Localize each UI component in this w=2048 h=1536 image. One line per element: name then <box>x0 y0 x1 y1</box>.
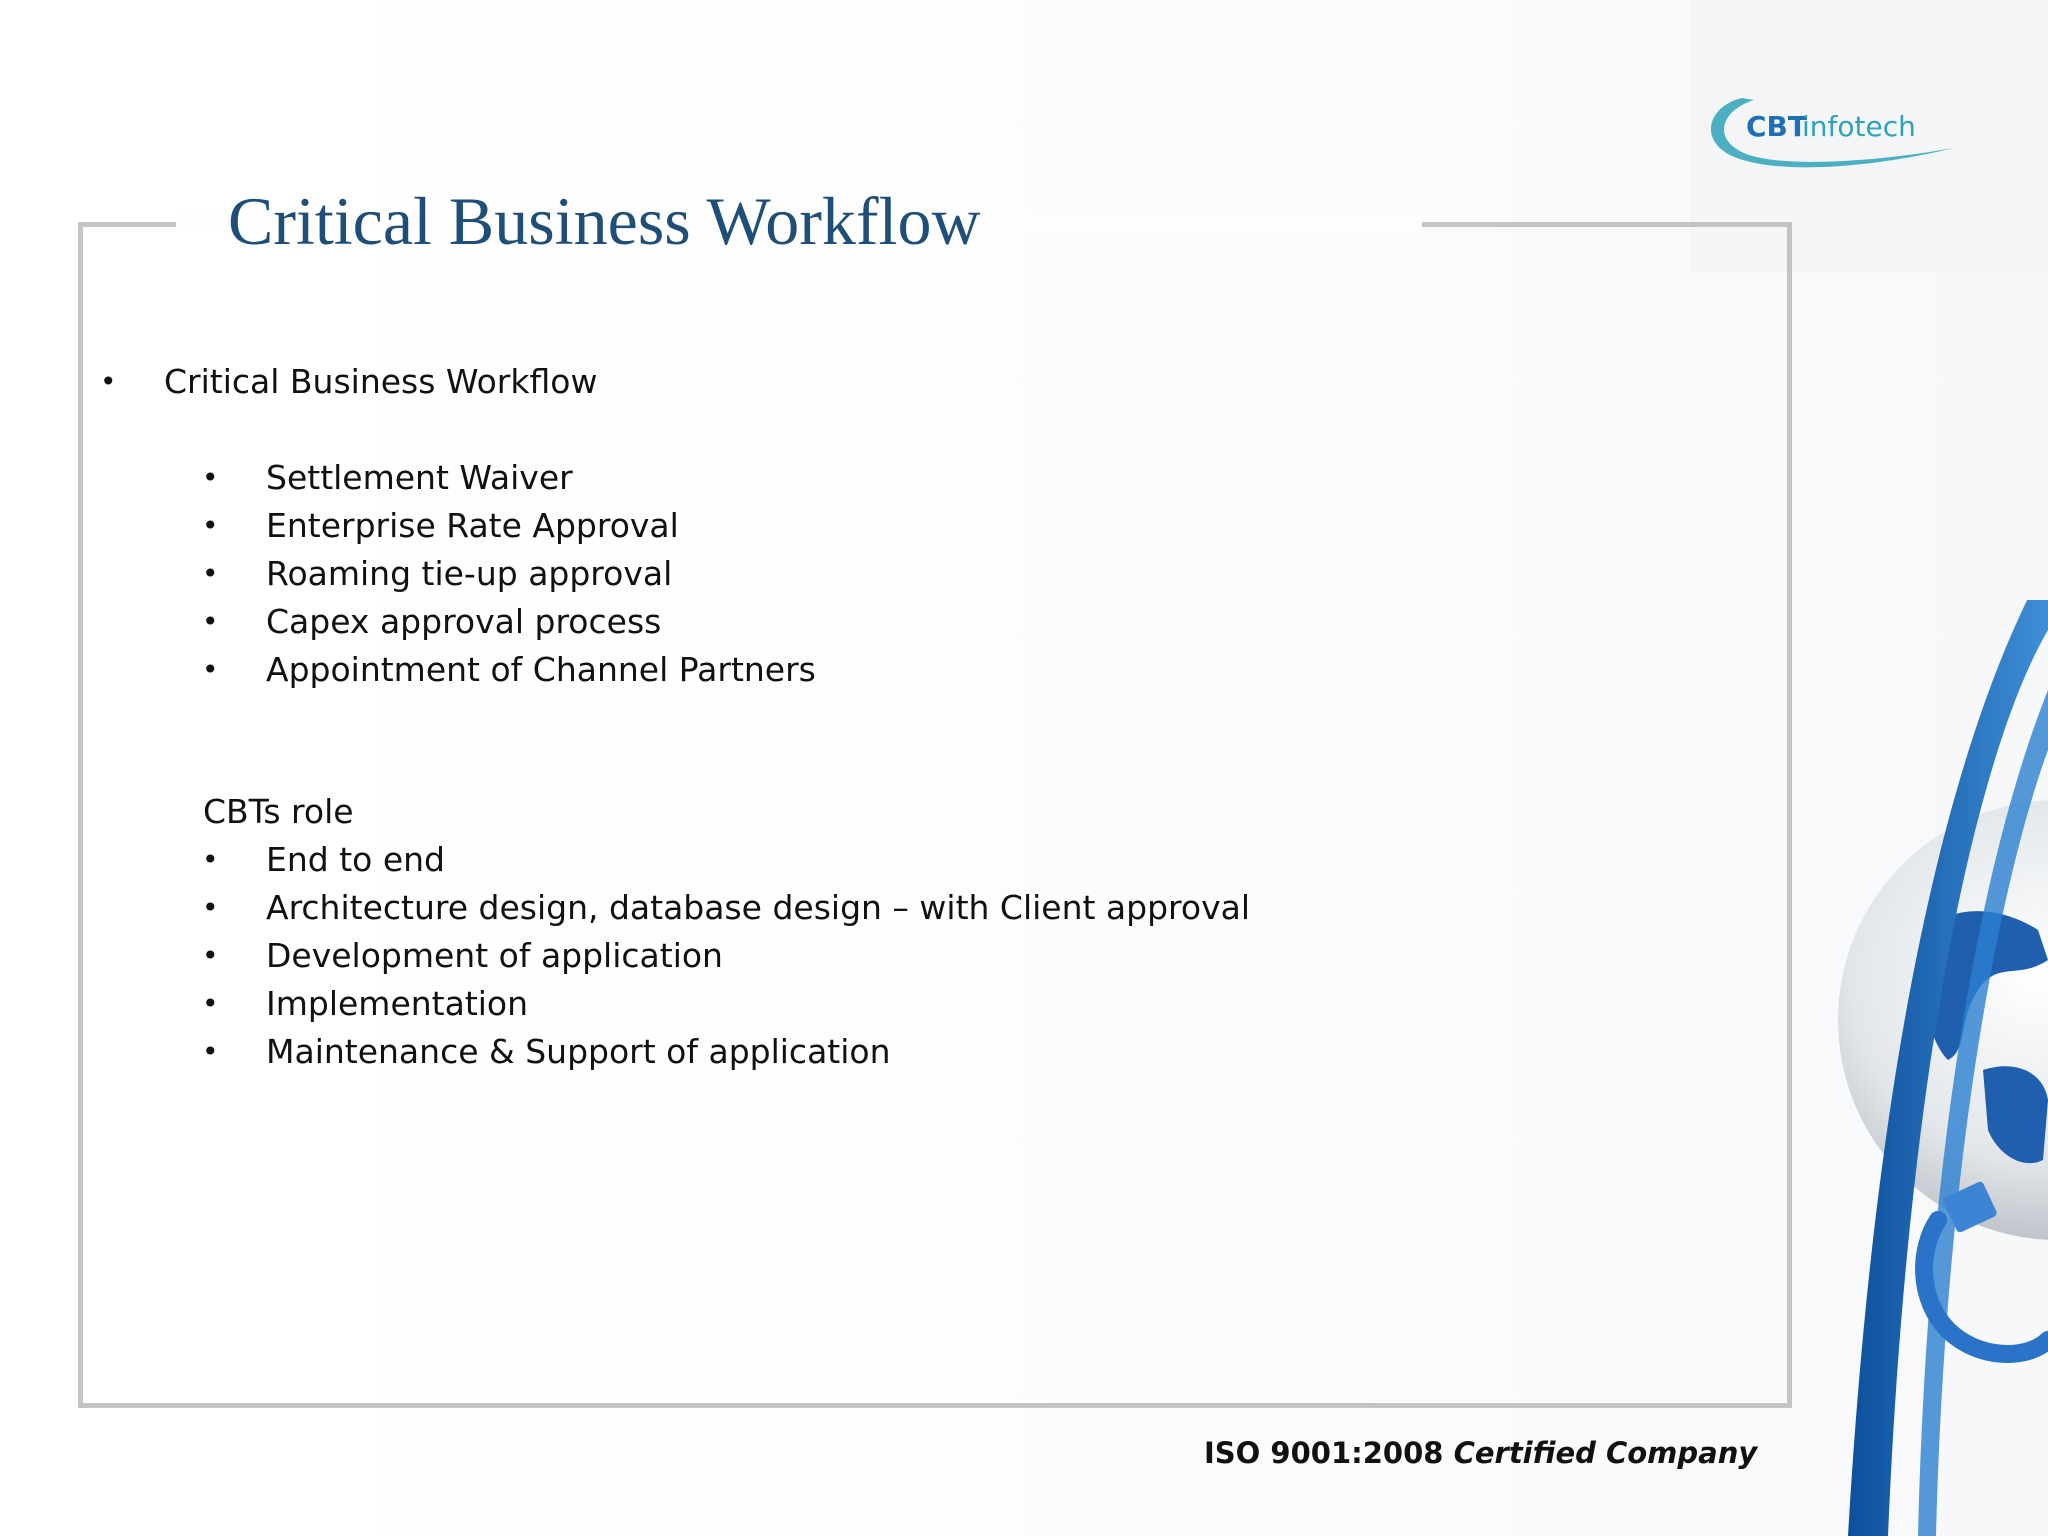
bullet-glyph: • <box>202 557 219 590</box>
cbt-infotech-logo <box>1702 84 1962 184</box>
bullet-glyph: • <box>202 843 219 876</box>
bullet-glyph: • <box>202 605 219 638</box>
bullet-glyph: • <box>202 1035 219 1068</box>
bullet-glyph: • <box>202 987 219 1020</box>
globe-network-illustration <box>1808 600 2048 1536</box>
list-item-label: Settlement Waiver <box>266 458 573 497</box>
slide-title: Critical Business Workflow <box>228 183 981 259</box>
bullet-glyph: • <box>202 939 219 972</box>
bullet-glyph: • <box>202 891 219 924</box>
list-item-label: Appointment of Channel Partners <box>266 650 816 689</box>
bullet-glyph: • <box>100 365 117 398</box>
list-item-label: Capex approval process <box>266 602 662 641</box>
list-item-label: Maintenance & Support of application <box>266 1032 891 1071</box>
list-item-label: Architecture design, database design – with Client approval <box>266 888 1251 927</box>
list-item-label: End to end <box>266 840 445 879</box>
bullet-glyph: • <box>202 509 219 542</box>
list-item-label: Roaming tie-up approval <box>266 554 673 593</box>
list-item-label: Enterprise Rate Approval <box>266 506 679 545</box>
list-item-label: Implementation <box>266 984 529 1023</box>
bullet-glyph: • <box>202 653 219 686</box>
role-heading: CBTs role <box>203 792 354 831</box>
certified-company: Certified Company <box>1453 1436 1758 1470</box>
logo-brand-rest: infotech <box>1802 110 1916 143</box>
bullet-glyph: • <box>202 461 219 494</box>
iso-standard: ISO 9001:2008 <box>1204 1436 1444 1470</box>
main-bullet-label: Critical Business Workflow <box>164 362 598 401</box>
iso-certification <box>1204 1436 1757 1470</box>
list-item-label: Development of application <box>266 936 723 975</box>
logo-brand-bold: CBT <box>1746 110 1807 143</box>
